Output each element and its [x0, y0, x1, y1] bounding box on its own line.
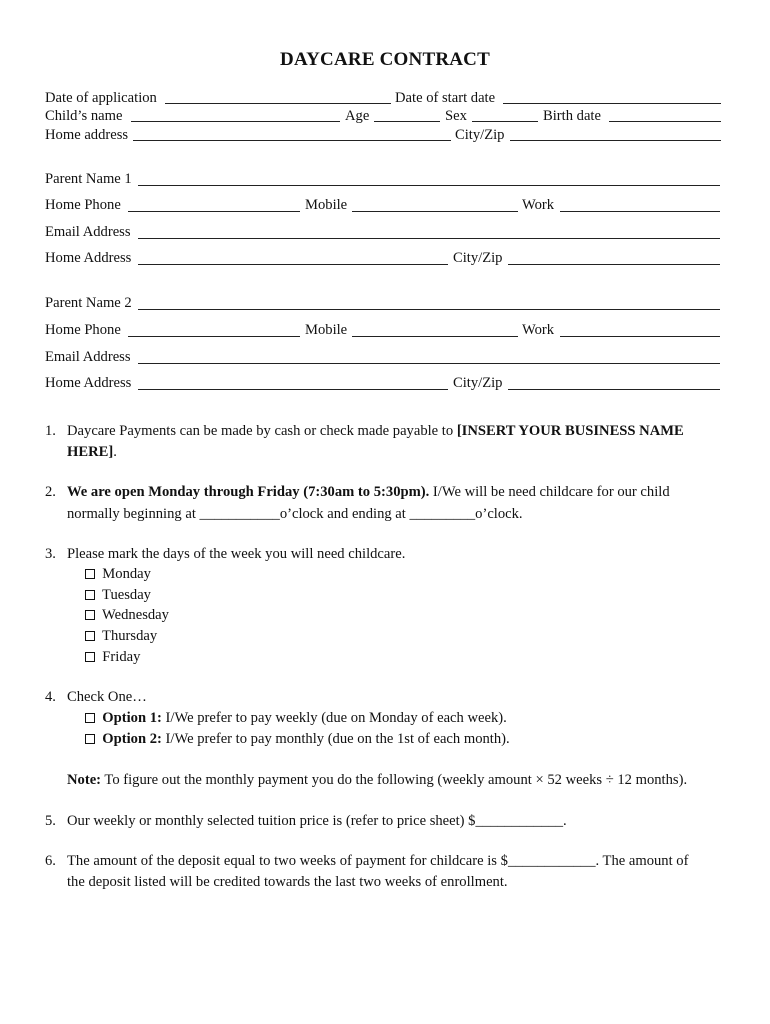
payment-note: Note: To figure out the monthly payment you do the following (weekly amount × 52 weeks ÷ 12 months). — [67, 772, 688, 788]
checkbox[interactable] — [85, 631, 95, 641]
item2-text: We are open Monday through Friday (7:30am to 5:30pm). I/We will be need childcare for our child — [67, 484, 670, 500]
parent1-home-phone-field[interactable] — [128, 211, 300, 212]
page-title: DAYCARE CONTRACT — [280, 49, 490, 70]
age-label: Age — [345, 108, 370, 124]
parent1-name-field[interactable] — [138, 185, 720, 186]
parent1-home-address-label: Home Address — [45, 250, 132, 266]
item3-number: 3. — [45, 546, 56, 562]
date-of-application-field[interactable] — [165, 103, 391, 104]
payment-option-monthly[interactable]: Option 2: I/We prefer to pay monthly (due on the 1st of each month). — [85, 730, 510, 748]
parent1-city-zip-label: City/Zip — [453, 250, 503, 266]
parent2-home-phone-field[interactable] — [128, 336, 300, 337]
parent1-home-address-field[interactable] — [138, 264, 448, 265]
sex-label: Sex — [445, 108, 467, 124]
checkbox[interactable] — [85, 652, 95, 662]
parent2-email-field[interactable] — [138, 363, 720, 364]
day-option-tuesday[interactable]: Tuesday — [85, 586, 151, 604]
day-option-friday[interactable]: Friday — [85, 648, 140, 666]
parent2-name-label: Parent Name 2 — [45, 295, 132, 311]
item5-text: Our weekly or monthly selected tuition price is (refer to price sheet) $____________. — [67, 813, 567, 829]
item1-text: Daycare Payments can be made by cash or check made payable to [INSERT YOUR BUSINESS NAME — [67, 423, 684, 439]
parent2-mobile-field[interactable] — [352, 336, 518, 337]
day-option-wednesday[interactable]: Wednesday — [85, 606, 169, 624]
parent2-work-field[interactable] — [560, 336, 720, 337]
parent2-home-address-field[interactable] — [138, 389, 448, 390]
parent1-mobile-label: Mobile — [305, 197, 348, 213]
parent2-home-phone-label: Home Phone — [45, 322, 121, 338]
day-option-thursday[interactable]: Thursday — [85, 627, 157, 645]
parent1-work-field[interactable] — [560, 211, 720, 212]
date-of-start-label: Date of start date — [395, 90, 496, 106]
checkbox[interactable] — [85, 590, 95, 600]
checkbox[interactable] — [85, 734, 95, 744]
birth-date-label: Birth date — [543, 108, 601, 124]
item6-text: The amount of the deposit equal to two weeks of payment for childcare is $____________. The amount of — [67, 853, 689, 869]
item4-number: 4. — [45, 689, 56, 705]
item1-number: 1. — [45, 423, 56, 439]
item3-text: Please mark the days of the week you will need childcare. — [67, 546, 406, 562]
age-field[interactable] — [374, 121, 440, 122]
city-zip-label: City/Zip — [455, 127, 505, 143]
item5-number: 5. — [45, 813, 56, 829]
parent2-city-zip-field[interactable] — [508, 389, 720, 390]
city-zip-field[interactable] — [510, 140, 721, 141]
payment-option-weekly[interactable]: Option 1: I/We prefer to pay weekly (due on Monday of each week). — [85, 709, 507, 727]
parent1-email-label: Email Address — [45, 224, 131, 240]
date-of-start-field[interactable] — [503, 103, 721, 104]
parent1-work-label: Work — [522, 197, 555, 213]
parent2-home-address-label: Home Address — [45, 375, 132, 391]
deposit-amount-field[interactable]: ____________ — [507, 853, 596, 869]
parent2-email-label: Email Address — [45, 349, 131, 365]
home-address-field[interactable] — [133, 140, 451, 141]
date-of-application-label: Date of application — [45, 90, 157, 106]
item1-text-cont: HERE]. — [67, 444, 117, 460]
home-address-label: Home address — [45, 127, 129, 143]
birth-date-field[interactable] — [609, 121, 721, 122]
end-time-field[interactable]: _________ — [409, 506, 476, 522]
parent2-work-label: Work — [522, 322, 555, 338]
begin-time-field[interactable]: ___________ — [199, 506, 280, 522]
item2-text-cont: normally beginning at ___________o’clock and ending at _________o’clock. — [67, 506, 523, 522]
parent1-mobile-field[interactable] — [352, 211, 518, 212]
item2-number: 2. — [45, 484, 56, 500]
checkbox[interactable] — [85, 569, 95, 579]
parent1-email-field[interactable] — [138, 238, 720, 239]
parent2-mobile-label: Mobile — [305, 322, 348, 338]
tuition-price-field[interactable]: ____________ — [475, 813, 564, 829]
day-option-monday[interactable]: Monday — [85, 565, 151, 583]
item4-text: Check One… — [67, 689, 147, 705]
sex-field[interactable] — [472, 121, 538, 122]
parent2-name-field[interactable] — [138, 309, 720, 310]
parent2-city-zip-label: City/Zip — [453, 375, 503, 391]
checkbox[interactable] — [85, 713, 95, 723]
item6-text-cont: the deposit listed will be credited towards the last two weeks of enrollment. — [67, 874, 508, 890]
parent1-name-label: Parent Name 1 — [45, 171, 132, 187]
parent1-city-zip-field[interactable] — [508, 264, 720, 265]
parent1-home-phone-label: Home Phone — [45, 197, 121, 213]
childs-name-label: Child’s name — [45, 108, 123, 124]
childs-name-field[interactable] — [131, 121, 340, 122]
checkbox[interactable] — [85, 610, 95, 620]
item6-number: 6. — [45, 853, 56, 869]
